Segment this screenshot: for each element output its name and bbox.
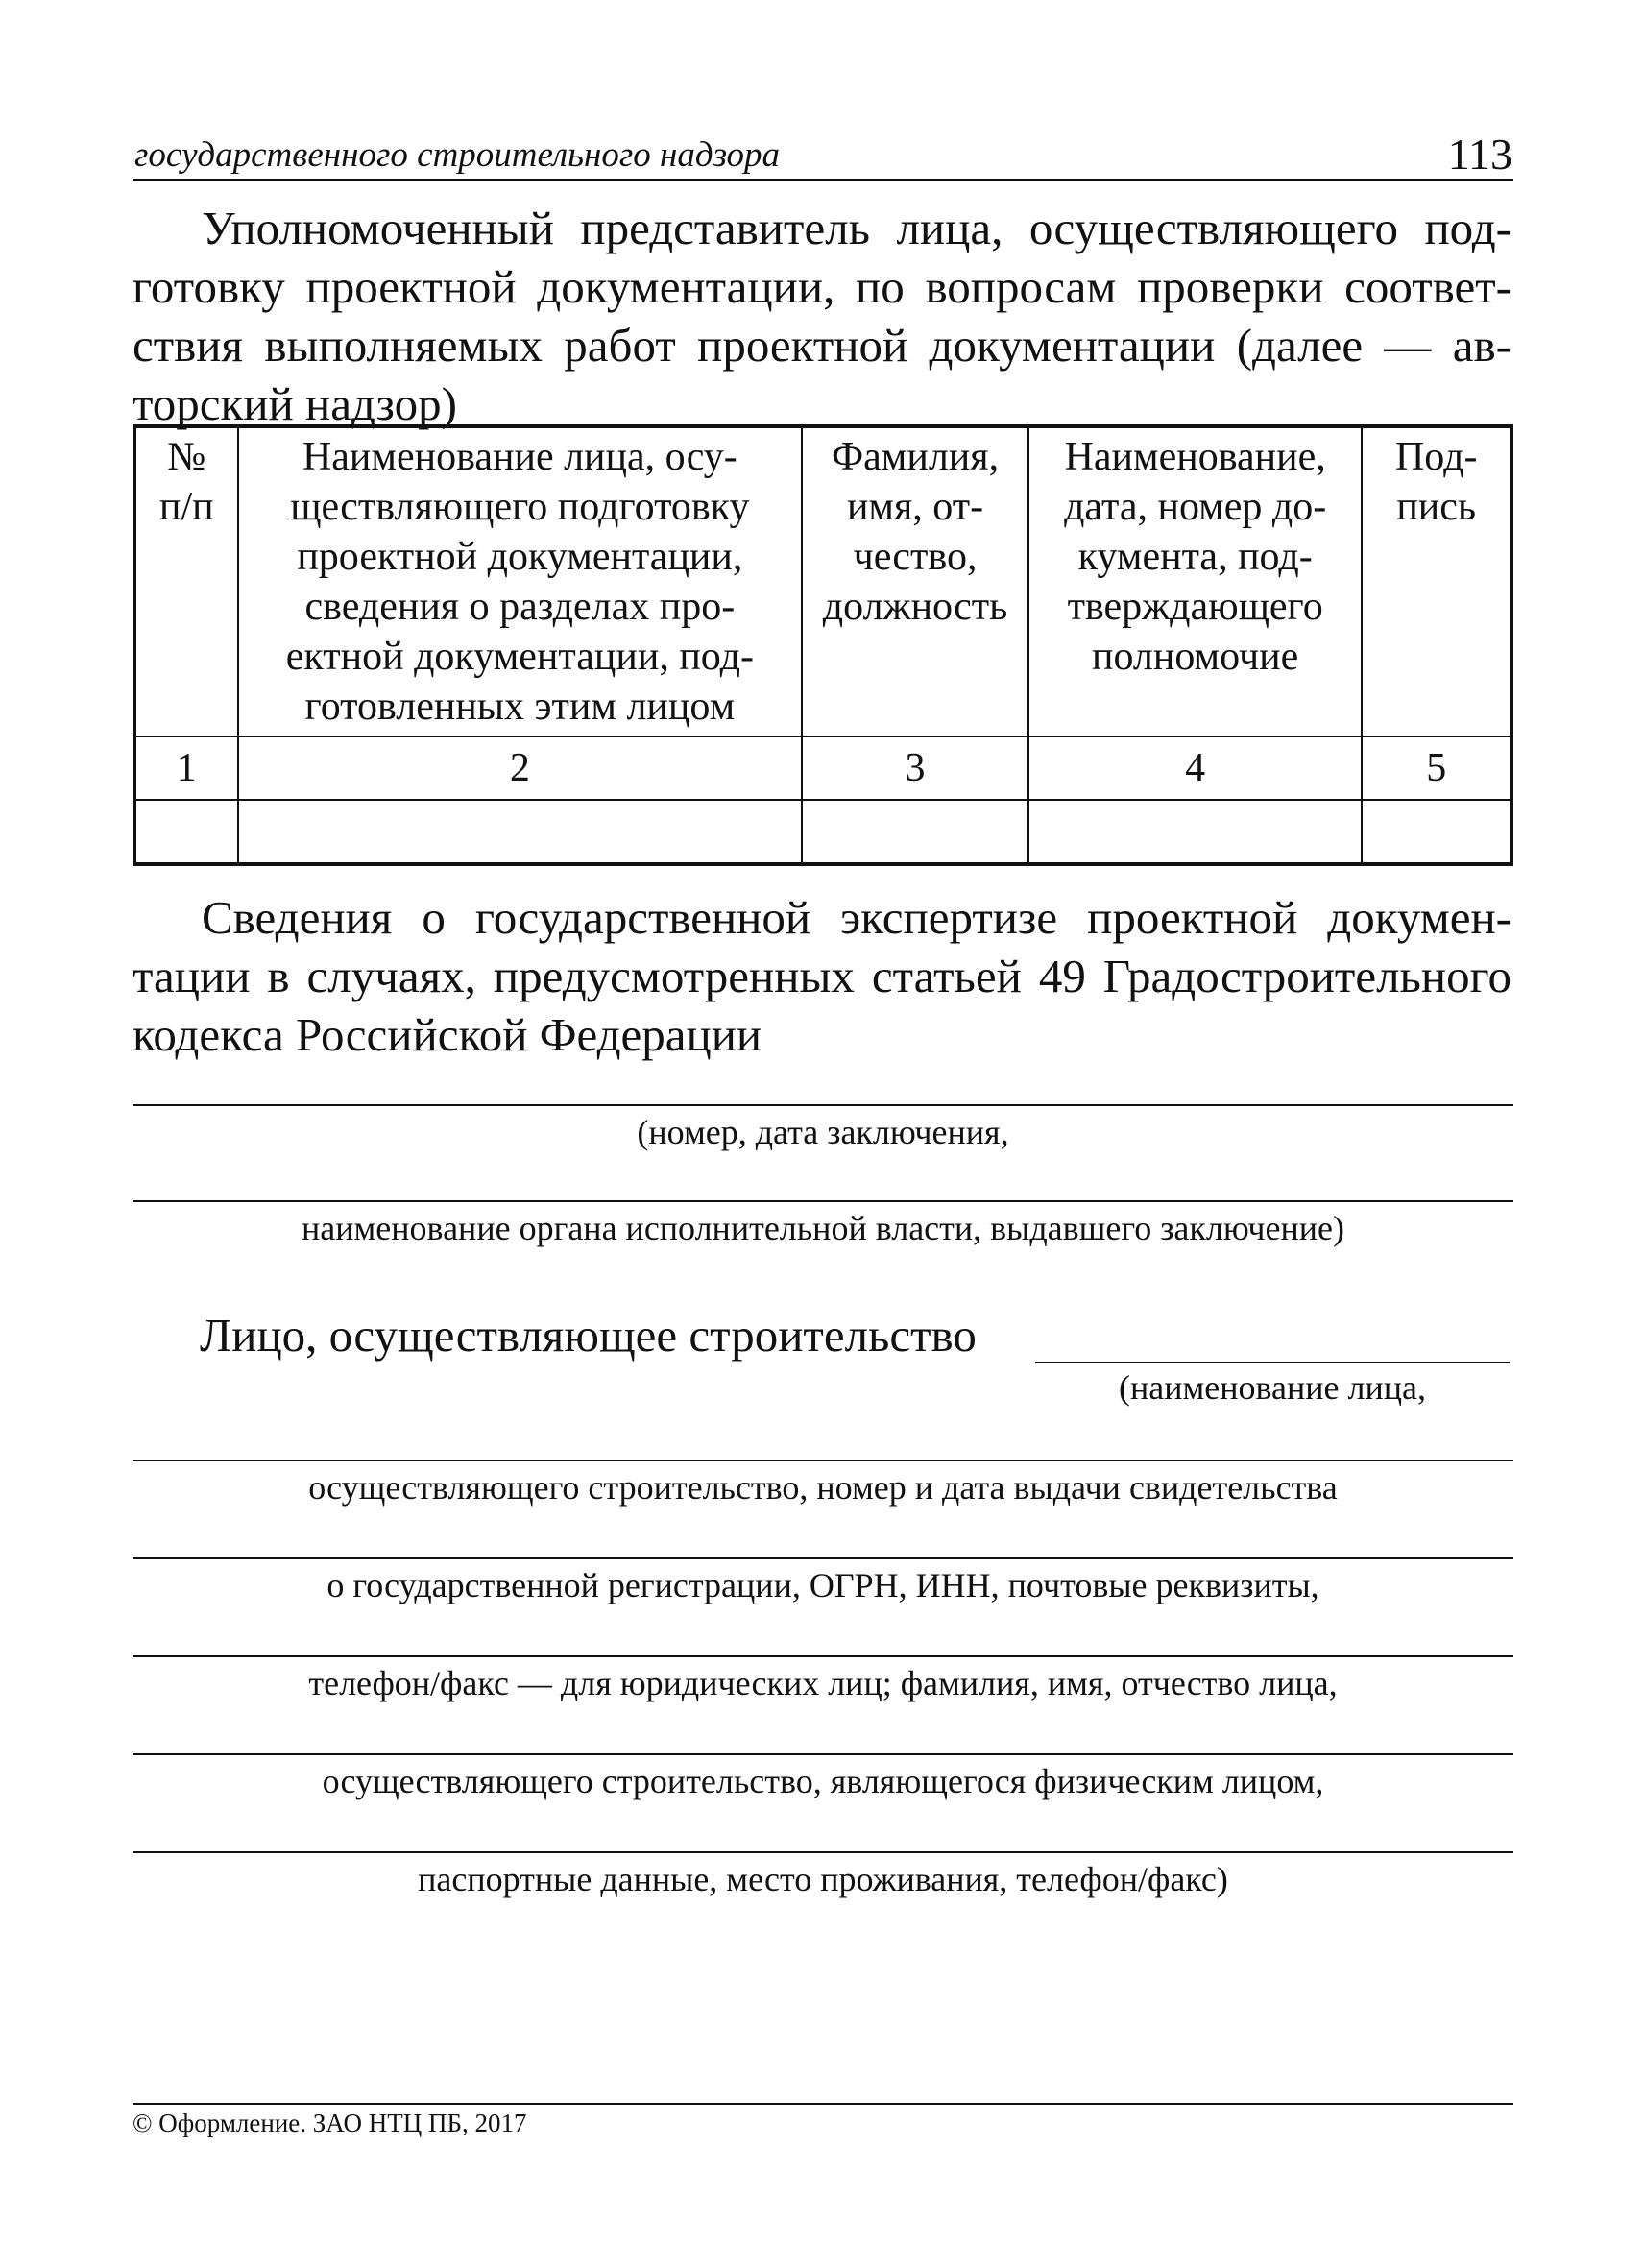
header-cell-number: № п/п — [134, 426, 238, 736]
builder-fill-line[interactable] — [133, 1557, 1513, 1559]
expertise-caption: (номер, дата заключения, — [637, 1113, 1009, 1151]
expertise-fill-line[interactable] — [133, 1200, 1513, 1202]
footer-rule — [133, 2103, 1513, 2105]
expertise-fill-line[interactable] — [133, 1104, 1513, 1106]
paragraph-line: готовку проектной документации, по вопросам проверки соответ- — [133, 260, 1511, 313]
empty-cell[interactable] — [1028, 800, 1363, 864]
builder-caption: осуществляющего строительство, номер и дата выдачи свидетельства — [308, 1468, 1338, 1507]
column-number: 2 — [238, 736, 803, 800]
column-number: 4 — [1028, 736, 1363, 800]
builder-fill-line[interactable] — [133, 1851, 1513, 1853]
copyright-footer: © Оформление. ЗАО НТЦ ПБ, 2017 — [133, 2109, 527, 2137]
paragraph-line: кодекса Российской Федерации — [133, 1008, 762, 1061]
empty-cell[interactable] — [134, 800, 238, 864]
paragraph-line: Сведения о государственной экспертизе проектной докумен- — [202, 891, 1511, 944]
empty-cell[interactable] — [238, 800, 803, 864]
table-number-row — [134, 736, 1511, 800]
column-number: 3 — [802, 736, 1028, 800]
builder-caption: телефон/факс — для юридических лиц; фамилия, имя, отчество лица, — [308, 1664, 1338, 1702]
header-cell-name: Фамилия, имя, от- чество, должность — [802, 426, 1028, 736]
authorial-supervision-table — [133, 424, 1513, 866]
builder-caption: о государственной регистрации, ОГРН, ИНН, почтовые реквизиты, — [326, 1566, 1319, 1604]
column-number: 5 — [1362, 736, 1511, 800]
builder-label: Лицо, осуществляющее строительство — [200, 1309, 977, 1362]
header-rule — [133, 179, 1513, 181]
authorial-supervision-paragraph — [133, 199, 1511, 433]
empty-cell[interactable] — [1362, 800, 1511, 864]
builder-caption: (наименование лица, — [1118, 1368, 1426, 1407]
header-cell-document: Наименование, дата, номер до- кумента, под- тверждающего полномочие — [1028, 426, 1363, 736]
table-empty-row — [134, 800, 1511, 864]
paragraph-line: Уполномоченный представитель лица, осуществляющего под- — [202, 202, 1511, 254]
builder-fill-line[interactable] — [133, 1655, 1513, 1657]
column-number: 1 — [134, 736, 238, 800]
paragraph-line: тации в случаях, предусмотренных статьей 49 Градостроительного — [133, 950, 1511, 1002]
state-expertise-paragraph — [133, 888, 1511, 1064]
paragraph-line: ствия выполняемых работ проектной документации (далее — ав- — [133, 319, 1511, 372]
builder-caption: осуществляющего строительство, являющегося физическим лицом, — [322, 1762, 1324, 1800]
header-cell-organization: Наименование лица, осу- ществляющего подготовку проектной документации, сведения о разделах про- ектной документации, под- готовленных этим лицом — [238, 426, 803, 736]
empty-cell[interactable] — [802, 800, 1028, 864]
paragraph-line: торский надзор) — [133, 377, 457, 430]
builder-fill-line[interactable] — [133, 1753, 1513, 1755]
builder-fill-line[interactable] — [1035, 1362, 1510, 1363]
header-cell-signature: Под- пись — [1362, 426, 1511, 736]
builder-caption: паспортные данные, место проживания, телефон/факс) — [418, 1860, 1228, 1898]
page-number: 113 — [1447, 130, 1512, 179]
table-header-row — [134, 426, 1511, 736]
running-header-title: государственного строительного надзора — [134, 135, 781, 175]
expertise-caption: наименование органа исполнительной власти, выдавшего заключение) — [302, 1209, 1344, 1247]
builder-fill-line[interactable] — [133, 1460, 1513, 1461]
